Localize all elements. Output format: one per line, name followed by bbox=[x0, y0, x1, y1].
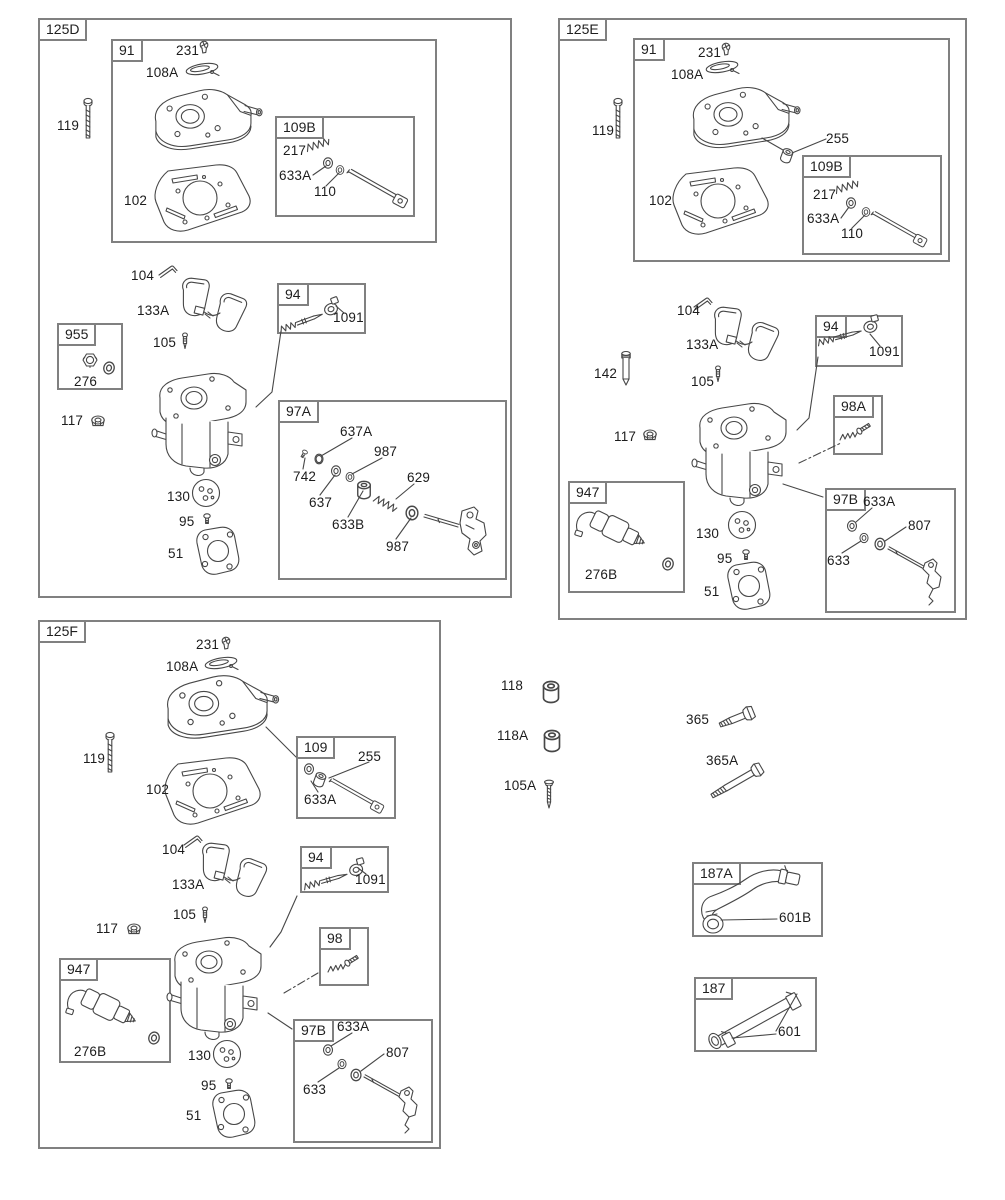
box-tab-94: 94 bbox=[815, 315, 847, 338]
part-label-118: 118 bbox=[501, 678, 524, 693]
box-tab-98A: 98A bbox=[833, 395, 874, 418]
part-label-130: 130 bbox=[188, 1048, 212, 1063]
part-label-807: 807 bbox=[386, 1045, 410, 1060]
box-tab-97A: 97A bbox=[278, 400, 319, 423]
part-label-104: 104 bbox=[677, 303, 701, 318]
part-label-231: 231 bbox=[176, 43, 200, 58]
box-tab-109B: 109B bbox=[802, 155, 851, 178]
part-label-117: 117 bbox=[61, 413, 84, 428]
box-tab-109: 109 bbox=[296, 736, 335, 759]
part-label-365A: 365A bbox=[706, 753, 739, 768]
part-label-119: 119 bbox=[57, 118, 80, 133]
part-label-110: 110 bbox=[841, 226, 864, 241]
part-label-217: 217 bbox=[813, 187, 837, 202]
box-tab-97B: 97B bbox=[293, 1019, 334, 1042]
part-label-633A: 633A bbox=[279, 168, 312, 183]
part-label-633A: 633A bbox=[304, 792, 337, 807]
part-label-276B: 276B bbox=[74, 1044, 107, 1059]
part-label-637: 637 bbox=[309, 495, 333, 510]
part-label-133A: 133A bbox=[686, 337, 719, 352]
box-tab-109B: 109B bbox=[275, 116, 324, 139]
part-label-117: 117 bbox=[614, 429, 637, 444]
part-label-276: 276 bbox=[74, 374, 98, 389]
part-label-807: 807 bbox=[908, 518, 932, 533]
part-label-1091: 1091 bbox=[333, 310, 364, 325]
part-label-629: 629 bbox=[407, 470, 431, 485]
part-label-633A: 633A bbox=[337, 1019, 370, 1034]
part-label-51: 51 bbox=[186, 1108, 202, 1123]
box-tab-97B: 97B bbox=[825, 488, 866, 511]
part-label-276B: 276B bbox=[585, 567, 618, 582]
box-tab-125F: 125F bbox=[38, 620, 86, 643]
part-label-633: 633 bbox=[827, 553, 851, 568]
part-label-108A: 108A bbox=[166, 659, 199, 674]
part-label-105: 105 bbox=[691, 374, 715, 389]
box-tab-947: 947 bbox=[568, 481, 607, 504]
box-tab-98: 98 bbox=[319, 927, 351, 950]
box-tab-91: 91 bbox=[633, 38, 665, 61]
part-label-102: 102 bbox=[146, 782, 170, 797]
part-label-601B: 601B bbox=[779, 910, 812, 925]
part-label-105: 105 bbox=[153, 335, 177, 350]
part-label-142: 142 bbox=[594, 366, 618, 381]
part-label-102: 102 bbox=[649, 193, 673, 208]
part-label-633B: 633B bbox=[332, 517, 365, 532]
part-label-231: 231 bbox=[698, 45, 722, 60]
part-label-365: 365 bbox=[686, 712, 710, 727]
box-tab-955: 955 bbox=[57, 323, 96, 346]
box-tab-947: 947 bbox=[59, 958, 98, 981]
part-label-133A: 133A bbox=[172, 877, 205, 892]
part-label-105A: 105A bbox=[504, 778, 537, 793]
part-label-987: 987 bbox=[386, 539, 410, 554]
part-label-601: 601 bbox=[778, 1024, 802, 1039]
part-label-637A: 637A bbox=[340, 424, 373, 439]
part-label-104: 104 bbox=[131, 268, 155, 283]
box-tab-187: 187 bbox=[694, 977, 733, 1000]
part-label-1091: 1091 bbox=[869, 344, 900, 359]
part-label-108A: 108A bbox=[671, 67, 704, 82]
part-label-130: 130 bbox=[696, 526, 720, 541]
box-tab-125E: 125E bbox=[558, 18, 607, 41]
box-tab-125D: 125D bbox=[38, 18, 87, 41]
part-label-104: 104 bbox=[162, 842, 186, 857]
part-label-110: 110 bbox=[314, 184, 337, 199]
part-label-108A: 108A bbox=[146, 65, 179, 80]
box-tab-94: 94 bbox=[300, 846, 332, 869]
part-label-102: 102 bbox=[124, 193, 148, 208]
box-tab-94: 94 bbox=[277, 283, 309, 306]
part-label-119: 119 bbox=[83, 751, 106, 766]
part-label-633A: 633A bbox=[863, 494, 896, 509]
part-label-255: 255 bbox=[826, 131, 850, 146]
part-label-95: 95 bbox=[201, 1078, 217, 1093]
part-label-51: 51 bbox=[168, 546, 184, 561]
part-label-95: 95 bbox=[179, 514, 195, 529]
part-label-133A: 133A bbox=[137, 303, 170, 318]
part-label-51: 51 bbox=[704, 584, 720, 599]
box-tab-91: 91 bbox=[111, 39, 143, 62]
part-label-95: 95 bbox=[717, 551, 733, 566]
part-label-105: 105 bbox=[173, 907, 197, 922]
part-label-119: 119 bbox=[592, 123, 615, 138]
part-label-118A: 118A bbox=[497, 728, 529, 743]
part-label-217: 217 bbox=[283, 143, 307, 158]
part-label-987: 987 bbox=[374, 444, 398, 459]
part-label-633A: 633A bbox=[807, 211, 840, 226]
part-label-255: 255 bbox=[358, 749, 382, 764]
part-label-633: 633 bbox=[303, 1082, 327, 1097]
box-tab-187A: 187A bbox=[692, 862, 741, 885]
part-label-130: 130 bbox=[167, 489, 191, 504]
part-label-231: 231 bbox=[196, 637, 220, 652]
part-label-742: 742 bbox=[293, 469, 317, 484]
part-label-117: 117 bbox=[96, 921, 119, 936]
part-label-1091: 1091 bbox=[355, 872, 386, 887]
